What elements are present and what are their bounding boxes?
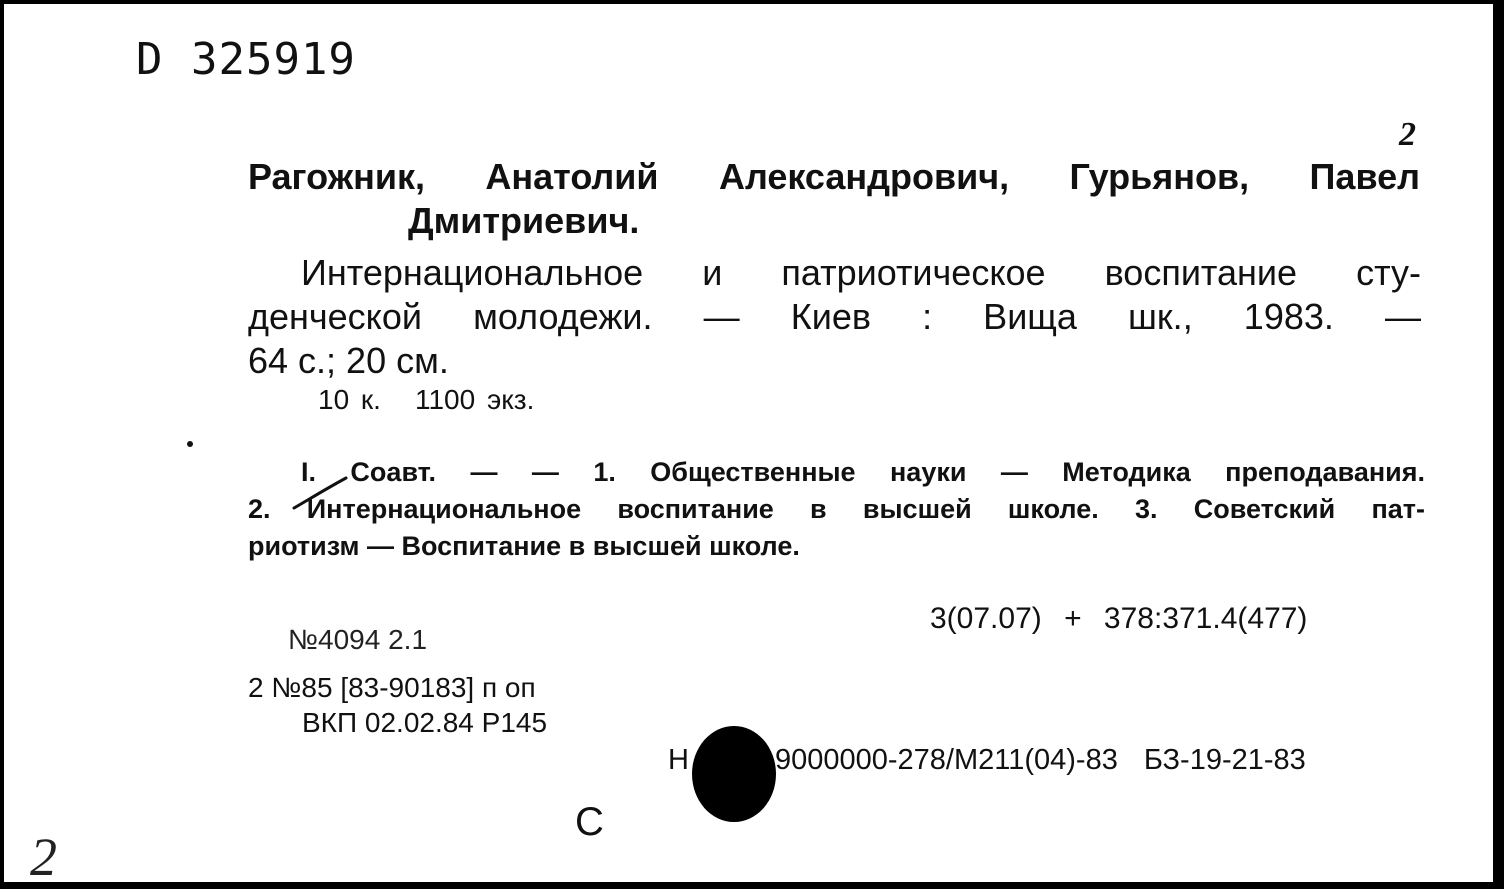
- vkp-line: ВКП 02.02.84 Р145: [302, 707, 548, 738]
- catalog-number: №4094 2.1: [288, 624, 428, 655]
- authors-line-2: Дмитриевич.: [408, 200, 640, 241]
- letter-c: С: [575, 800, 604, 844]
- isbn-prefix: Н: [668, 744, 689, 776]
- handwritten-mark: 2: [30, 827, 57, 882]
- tracing-line-2: 2. Интернациональное воспитание в высшей школе. 3. Советский пат-: [248, 494, 1425, 524]
- isbn-code: 9000000-278/М211(04)-83: [774, 744, 1118, 776]
- price: 10 к.: [318, 384, 381, 415]
- title-line-3: 64 с.; 20 см.: [248, 340, 449, 381]
- bz-code: БЗ-19-21-83: [1143, 744, 1306, 776]
- copies: 1100 экз.: [414, 384, 535, 415]
- catalog-card: [4, 4, 1493, 882]
- ink-dot: [187, 441, 193, 447]
- order-line: 2 №85 [83-90183] п оп: [248, 672, 536, 703]
- price-copies-line: [318, 384, 534, 416]
- authors-line-1: Рагожник, Анатолий Александрович, Гурьянов, Павел: [248, 156, 1420, 197]
- tracing-line-1: I. Соавт. — — 1. Общественные науки — Методика преподавания.: [301, 457, 1425, 487]
- punch-hole: [692, 726, 776, 822]
- tracing-line-3: риотизм — Воспитание в высшей школе.: [248, 531, 800, 561]
- classification-code: 3(07.07) + 378:371.4(477): [930, 602, 1308, 635]
- pen-checkmark-icon: [290, 474, 350, 514]
- accession-number: D 325919: [136, 34, 356, 85]
- card-number: 2: [1399, 116, 1416, 153]
- title-line-1: Интернациональное и патриотическое воспитание сту-: [301, 252, 1421, 293]
- title-line-2: денческой молодежи. — Киев : Вища шк., 1983. —: [248, 296, 1421, 337]
